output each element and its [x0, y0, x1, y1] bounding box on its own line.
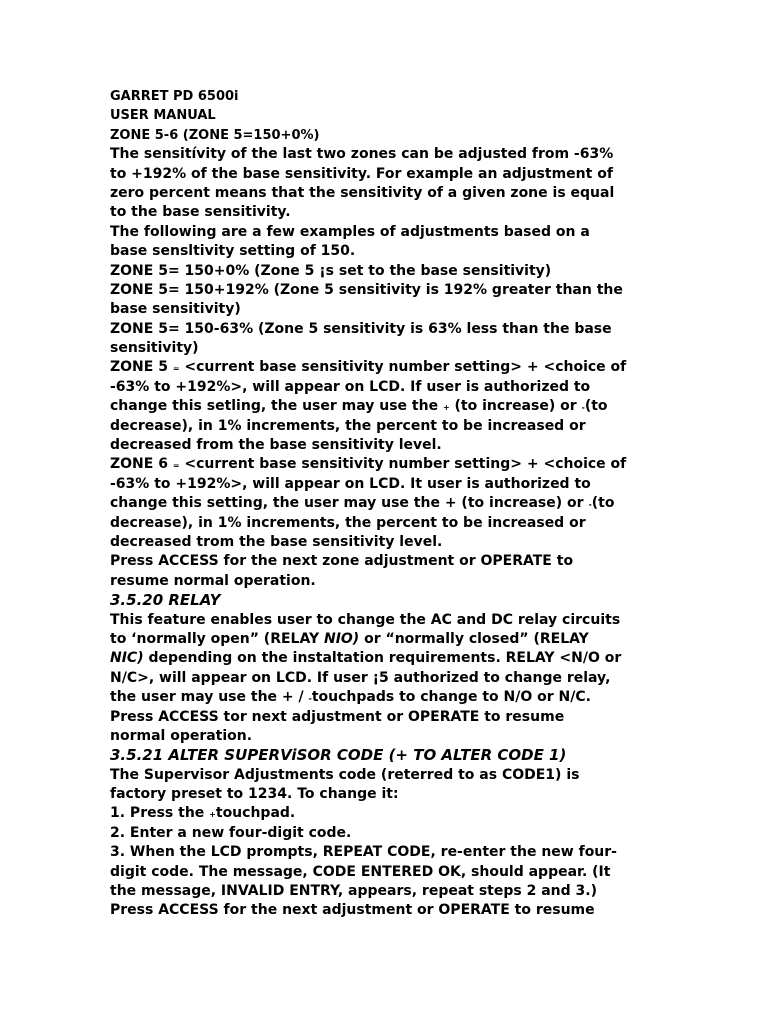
- body-line: The sensitívity of the last two zones can be adjusted from -63%: [110, 146, 614, 163]
- relay-line: Press ACCESS tor next adjustment or OPERATE to resume: [110, 708, 565, 725]
- relay-line: This feature enables user to change the AC and DC relay circuits: [110, 611, 621, 628]
- supervisor-line: factory preset to 1234. To change it:: [110, 786, 399, 803]
- zone6-line: [110, 494, 655, 513]
- body-line: The following are a few examples of adjustments based on a: [110, 223, 590, 240]
- body-line: ZONE 5= 150+192% (Zone 5 sensitivity is 192% greater than the: [110, 281, 623, 298]
- body-line: base sensltivity setting of 150.: [110, 243, 356, 260]
- body-line: sensitivity): [110, 340, 199, 357]
- zone5-line: [110, 358, 655, 377]
- relay-line: [110, 688, 655, 707]
- supervisor-heading: 3.5.21 ALTER SUPERViSOR CODE (+ TO ALTER CODE 1): [110, 746, 567, 765]
- supervisor-line: 3. When the LCD prompts, REPEAT CODE, re-enter the new four-: [110, 844, 617, 861]
- body-line: ZONE 5= 150+0% (Zone 5 ¡s set to the base sensitivity): [110, 262, 552, 279]
- zone5-line: [110, 397, 655, 416]
- zone6-line: -63% to +192%>, will appear on LCD. It user is authorized to: [110, 475, 591, 492]
- zone5-line: -63% to +192%>, will appear on LCD. If user is authorized to: [110, 378, 591, 395]
- relay-text: or “normally closed” (RELAY: [359, 630, 589, 647]
- body-line: to +192% of the base sensitivity. For example an adjustment of: [110, 165, 613, 182]
- relay-nic: NIC): [110, 650, 144, 667]
- supervisor-text: 1. Press the: [110, 805, 210, 822]
- zone5-text: (to increase) or: [449, 398, 582, 415]
- document-subtitle: USER MANUAL: [110, 108, 216, 124]
- supervisor-line: [110, 804, 655, 823]
- zone5-line: decreased from the base sensitivity level.: [110, 437, 442, 454]
- relay-text: touchpads to change to N/O or N/C.: [311, 689, 591, 706]
- manual-page: [110, 87, 655, 921]
- supervisor-line: Press ACCESS for the next adjustment or OPERATE to resume: [110, 902, 595, 919]
- zone-heading: ZONE 5-6 (ZONE 5=150+0%): [110, 127, 320, 143]
- zone6-line: decreased trom the base sensitivity level.: [110, 533, 443, 550]
- zone5-label: ZONE 5: [110, 359, 173, 376]
- plus-symbol: +: [442, 403, 450, 413]
- zone5-text: (to: [584, 398, 608, 415]
- relay-nio: NIO): [323, 630, 360, 647]
- supervisor-line: the message, INVALID ENTRY, appears, repeat steps 2 and 3.): [110, 883, 597, 900]
- zone5-text: <current base sensitivity number setting> + <choice of: [179, 359, 627, 376]
- instruction-line: resume normal operation.: [110, 572, 316, 589]
- body-line: to the base sensitivity.: [110, 204, 291, 221]
- minus-symbol: -: [308, 694, 312, 704]
- body-line: ZONE 5= 150-63% (Zone 5 sensitivity is 63% less than the base: [110, 320, 612, 337]
- zone5-text: change this setling, the user may use the: [110, 398, 443, 415]
- zone5-equals: =: [172, 364, 180, 374]
- plus-symbol: +: [209, 810, 216, 820]
- supervisor-line: 2. Enter a new four-digit code.: [110, 824, 352, 841]
- relay-line: normal operation.: [110, 727, 253, 744]
- body-line: base sensitivity): [110, 301, 241, 318]
- instruction-line: Press ACCESS for the next zone adjustment or OPERATE to: [110, 553, 574, 570]
- relay-text: the user may use the + /: [110, 689, 309, 706]
- relay-line: [110, 649, 655, 668]
- relay-text: depending on the instaltation requirements. RELAY <N/O or: [143, 650, 622, 667]
- zone6-text: <current base sensitivity number setting> + <choice of: [179, 456, 627, 473]
- supervisor-line: The Supervisor Adjustments code (reterred to as CODE1) is: [110, 766, 580, 783]
- zone6-text: change this setting, the user may use the + (to increase) or: [110, 495, 589, 512]
- zone6-line: decrease), in 1% increments, the percent to be increased or: [110, 514, 586, 531]
- supervisor-text: touchpad.: [215, 805, 296, 822]
- relay-line: [110, 630, 655, 649]
- relay-line: N/C>, will appear on LCD. If user ¡5 authorized to change relay,: [110, 669, 611, 686]
- minus-symbol: -: [581, 403, 585, 413]
- zone6-equals: =: [172, 461, 180, 471]
- zone6-line: [110, 455, 655, 474]
- zone5-line: decrease), in 1% increments, the percent to be increased or: [110, 417, 586, 434]
- zone6-text: (to: [591, 495, 615, 512]
- document-title: GARRET PD 6500i: [110, 89, 239, 104]
- minus-symbol: -: [588, 500, 592, 510]
- zone6-label: ZONE 6: [110, 456, 173, 473]
- body-line: zero percent means that the sensitivity of a given zone is equal: [110, 184, 615, 201]
- relay-text: to ‘normally open” (RELAY: [110, 630, 324, 647]
- relay-heading: 3.5.20 RELAY: [110, 591, 221, 610]
- supervisor-line: digit code. The message, CODE ENTERED OK, should appear. (It: [110, 863, 611, 880]
